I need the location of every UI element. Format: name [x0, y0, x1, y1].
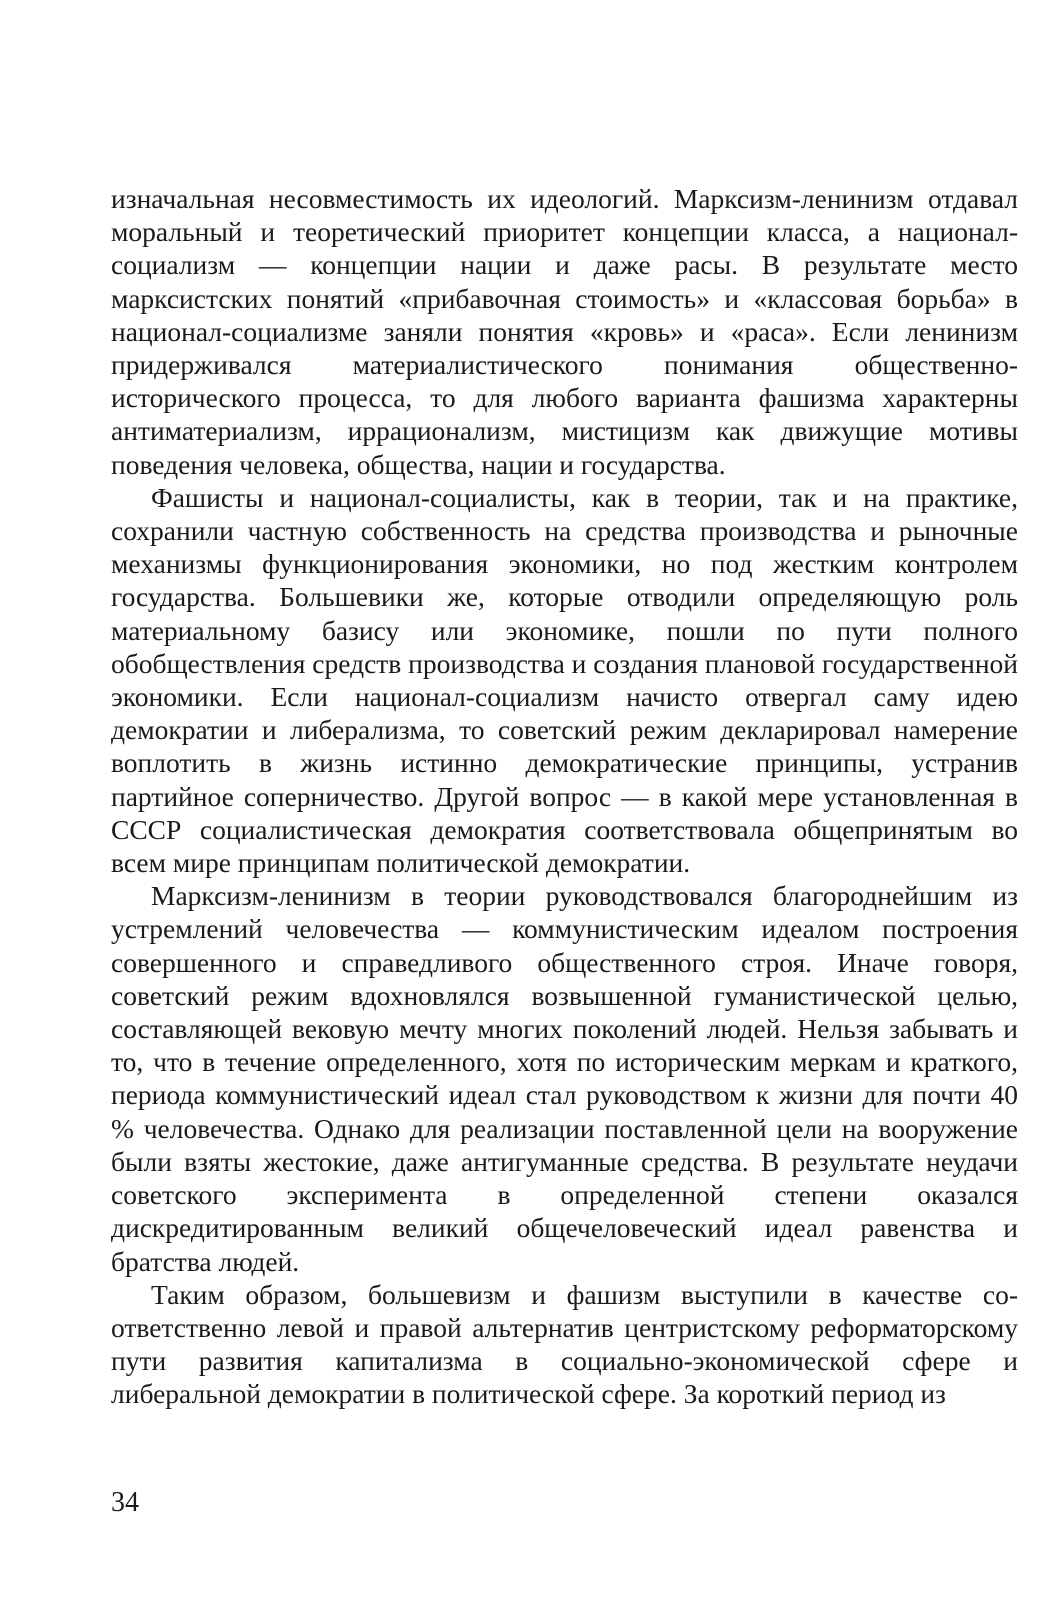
- page-body: [111, 182, 1018, 1411]
- paragraph-communist-ideal: Марксизм-ленинизм в теории руководствовался благороднейшим из устремлений человечества — коммунистическим идеалом построения совершенного и справедливого общественного строя. Иначе говоря, советский режим вдохновлялся возвышенной гуманистической целью, составляющей вековую мечту многих поколений людей. Нельзя забывать и то, что в течение определенного, хотя по историческим меркам и краткого, периода коммунистический идеал стал руководством к жизни для почти 40 % человечества. Однако для реализации поставленной цели на вооружение были взяты жестокие, даже антигуманные средства. В результате неудачи советского эксперимента в определенной степени оказался дискредитированным великий общечеловеческий идеал равенства и братства людей.: [111, 880, 1018, 1277]
- paragraph-conclusion: Таким образом, большевизм и фашизм выступили в качестве соответственно левой и правой альтернатив центристскому реформаторскому пути развития капитализма в социально-экономической сфере и либеральной демократии в политической сфере. За короткий период из: [111, 1278, 1018, 1410]
- paragraph-economy-and-democracy: Фашисты и национал-социалисты, как в теории, так и на практике, сохранили частную собственность на средства производства и рыночные механизмы функционирования экономики, но под жестким контролем государства. Большевики же, которые отводили определяющую роль материальному базису или экономике, пошли по пути полного обобществления средств производства и создания плановой государственной экономики. Если национал-социализм начисто отвергал саму идею демократии и либерализма, то советский режим декларировал намерение воплотить в жизнь истинно демократические принципы, устранив партийное соперничество. Другой вопрос — в какой мере установленная в СССР социалистическая демократия соответствовала общепринятым во всем мире принципам политической демократии.: [111, 481, 1018, 879]
- page-number: 34: [111, 1487, 139, 1518]
- paragraph-ideology-incompatibility: изначальная несовместимость их идеологий. Марксизм-ленинизм отдавал моральный и теоретический приоритет концепции класса, а национал-социализм — концепции нации и даже расы. В результате место марксистских понятий «прибавочная стоимость» и «классовая борьба» в национал-социализме заняли понятия «кровь» и «раса». Если ленинизм придерживался материалистического понимания общественно-исторического процесса, то для любого варианта фашизма характерны антиматериализм, иррационализм, мистицизм как движущие мотивы поведения человека, общества, нации и государства.: [111, 183, 1018, 480]
